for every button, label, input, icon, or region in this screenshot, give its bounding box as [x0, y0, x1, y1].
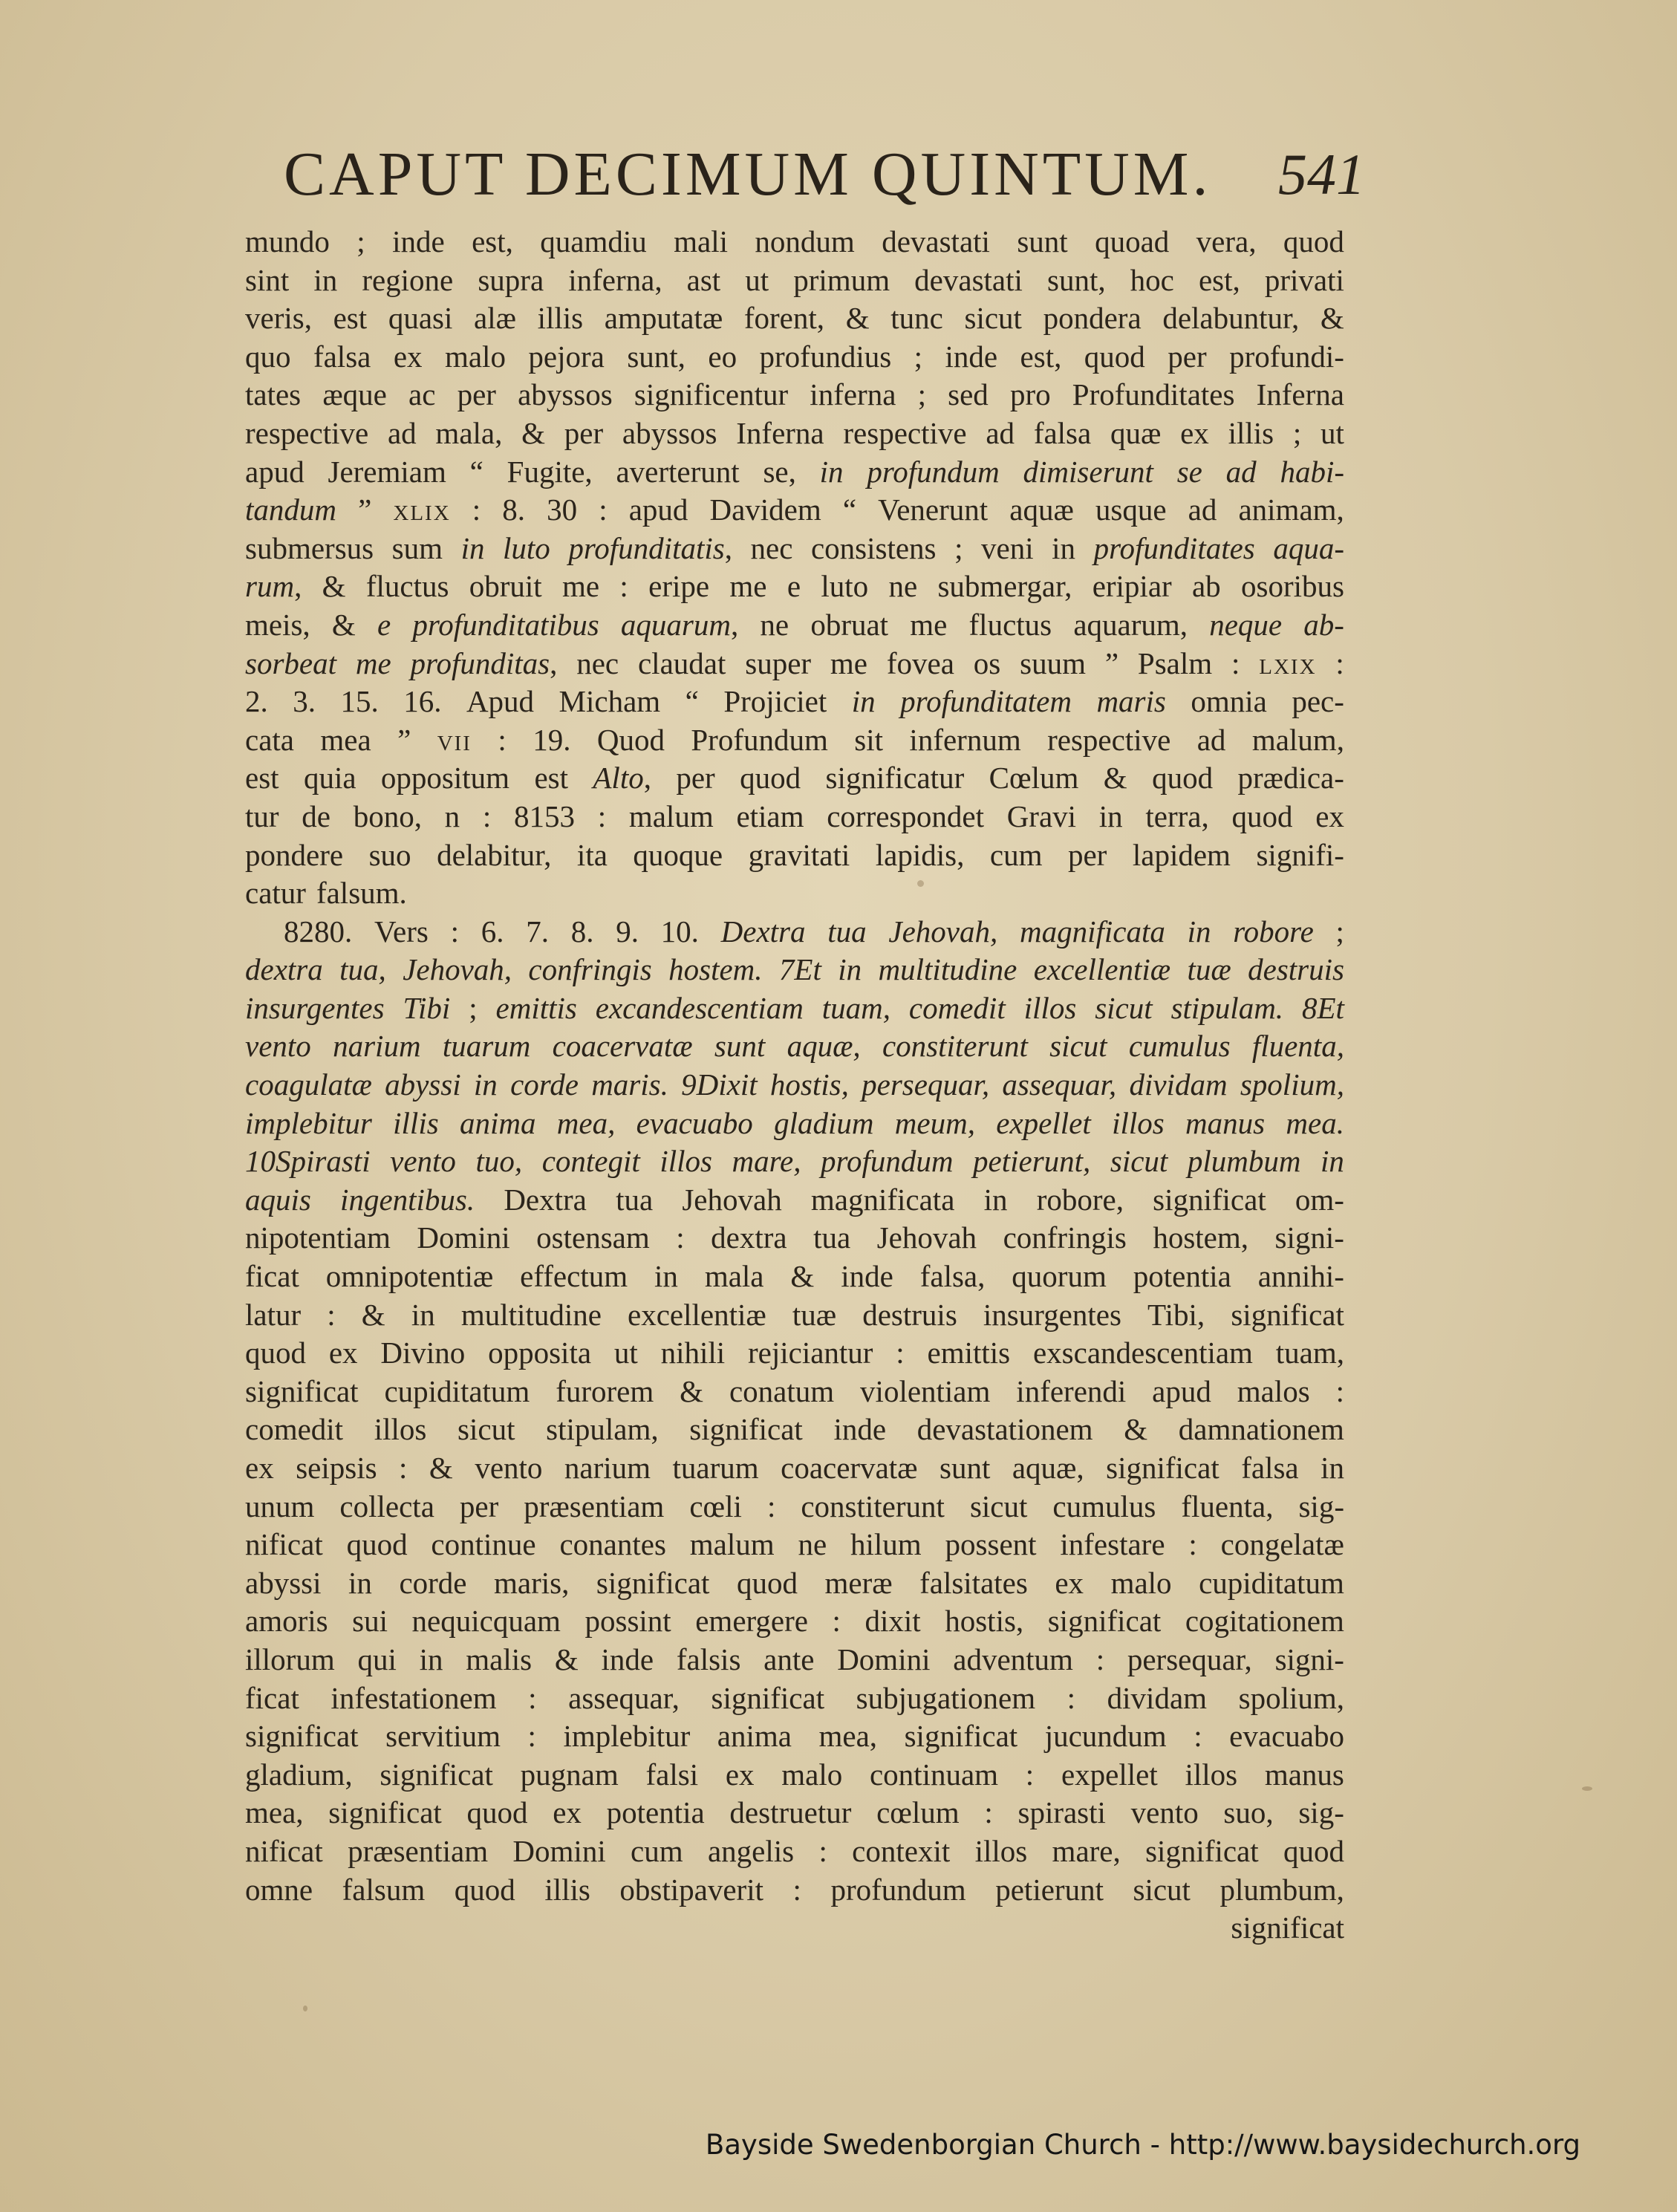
text-line: submersus sum in luto profunditatis, nec consistens ; veni in profunditates aqua-	[245, 530, 1344, 565]
text-line: vento narium tuarum coacervatæ sunt aquæ, constiterunt sicut cumulus fluenta,	[245, 1029, 1344, 1064]
text-line: significat	[1231, 1910, 1344, 1945]
text-line: insurgentes Tibi ; emittis excandescentiam tuam, comedit illos sicut stipulam. 8Et	[245, 990, 1344, 1025]
text-line: nificat præsentiam Domini cum angelis : contexit illos mare, significat quod	[245, 1833, 1344, 1868]
text-line: est quia oppositum est Alto, per quod significatur Cœlum & quod prædica-	[245, 761, 1344, 796]
text-line: dextra tua, Jehovah, confringis hostem. 7Et in multitudine excellentiæ tuæ destruis	[245, 952, 1344, 987]
text-line: amoris sui nequicquam possint emergere : dixit hostis, significat cogitationem	[245, 1604, 1344, 1639]
text-line: cata mea ” vii : 19. Quod Profundum sit infernum respective ad malum,	[245, 722, 1344, 757]
text-line: catur falsum.	[245, 876, 407, 911]
text-line: omne falsum quod illis obstipaverit : profundum petierunt sicut plumbum,	[245, 1872, 1344, 1907]
text-line: tur de bono, n : 8153 : malum etiam correspondet Gravi in terra, quod ex	[245, 798, 1344, 833]
paper-spot	[1582, 1786, 1592, 1791]
text-line: sint in regione supra inferna, ast ut primum devastati sunt, hoc est, privati	[245, 262, 1344, 297]
text-line: pondere suo delabitur, ita quoque gravitati lapidis, cum per lapidem signifi-	[245, 837, 1344, 872]
text-line: gladium, significat pugnam falsi ex malo continuam : expellet illos manus	[245, 1757, 1344, 1792]
text-line: tandum ” xlix : 8. 30 : apud Davidem “ Venerunt aquæ usque ad animam,	[245, 492, 1344, 527]
text-line: ficat omnipotentiæ effectum in mala & inde falsa, quorum potentia annihi-	[245, 1259, 1344, 1294]
text-line: implebitur illis anima mea, evacuabo gladium meum, expellet illos manus mea.	[245, 1105, 1344, 1140]
text-line: unum collecta per præsentiam cœli : constiterunt sicut cumulus fluenta, sig-	[245, 1489, 1344, 1523]
text-line: apud Jeremiam “ Fugite, averterunt se, in profundum dimiserunt se ad habi-	[245, 454, 1344, 489]
running-title: CAPUT DECIMUM QUINTUM.	[284, 140, 1212, 209]
text-line: illorum qui in malis & inde falsis ante Domini adventum : persequar, signi-	[245, 1642, 1344, 1676]
text-line: significat cupiditatum furorem & conatum violentiam inferendi apud malos :	[245, 1373, 1344, 1408]
footer-note: Bayside Swedenborgian Church - http://www.baysidechurch.org	[705, 2129, 1580, 2161]
text-line: veris, est quasi alæ illis amputatæ forent, & tunc sicut pondera delabuntur, &	[245, 301, 1344, 336]
text-line: 2. 3. 15. 16. Apud Micham “ Projiciet in profunditatem maris omnia pec-	[245, 684, 1344, 719]
text-line: mundo ; inde est, quamdiu mali nondum devastati sunt quoad vera, quod	[245, 224, 1344, 258]
text-line: ficat infestationem : assequar, significat subjugationem : dividam spolium,	[245, 1680, 1344, 1715]
text-line: abyssi in corde maris, significat quod meræ falsitates ex malo cupiditatum	[245, 1565, 1344, 1600]
text-line: meis, & e profunditatibus aquarum, ne obruat me fluctus aquarum, neque ab-	[245, 607, 1344, 642]
text-line: nipotentiam Domini ostensam : dextra tua Jehovah confringis hostem, signi-	[245, 1220, 1344, 1255]
paper-spot	[303, 2006, 307, 2011]
text-line: significat servitium : implebitur anima mea, significat jucundum : evacuabo	[245, 1719, 1344, 1754]
text-line: nificat quod continue conantes malum ne hilum possent infestare : congelatæ	[245, 1527, 1344, 1562]
body-text	[245, 223, 1344, 1948]
page-header	[245, 138, 1365, 220]
text-line: comedit illos sicut stipulam, significat inde devastationem & damnationem	[245, 1412, 1344, 1447]
text-line: 8280. Vers : 6. 7. 8. 9. 10. Dextra tua Jehovah, magnificata in robore ;	[284, 914, 1344, 949]
text-line: quod ex Divino opposita ut nihili rejiciantur : emittis exscandescentiam tuam,	[245, 1336, 1344, 1370]
text-line: quo falsa ex malo pejora sunt, eo profundius ; inde est, quod per profundi-	[245, 339, 1344, 374]
text-line: respective ad mala, & per abyssos Inferna respective ad falsa quæ ex illis ; ut	[245, 415, 1344, 450]
text-line: sorbeat me profunditas, nec claudat super me fovea os suum ” Psalm : lxix :	[245, 645, 1344, 680]
text-line: rum, & fluctus obruit me : eripe me e luto ne submergar, eripiar ab osoribus	[245, 569, 1344, 604]
text-line: latur : & in multitudine excellentiæ tuæ destruis insurgentes Tibi, significat	[245, 1297, 1344, 1332]
text-line: 10Spirasti vento tuo, contegit illos mare, profundum petierunt, sicut plumbum in	[245, 1144, 1344, 1179]
text-line: mea, significat quod ex potentia destruetur cœlum : spirasti vento suo, sig-	[245, 1795, 1344, 1830]
text-line: tates æque ac per abyssos significentur inferna ; sed pro Profunditates Inferna	[245, 377, 1344, 412]
text-line: coagulatæ abyssi in corde maris. 9Dixit hostis, persequar, assequar, dividam spolium,	[245, 1067, 1344, 1102]
text-line: aquis ingentibus. Dextra tua Jehovah magnificata in robore, significat om-	[245, 1182, 1344, 1217]
text-line: ex seipsis : & vento narium tuarum coacervatæ sunt aquæ, significat falsa in	[245, 1451, 1344, 1485]
page-number: 541	[1278, 142, 1365, 206]
